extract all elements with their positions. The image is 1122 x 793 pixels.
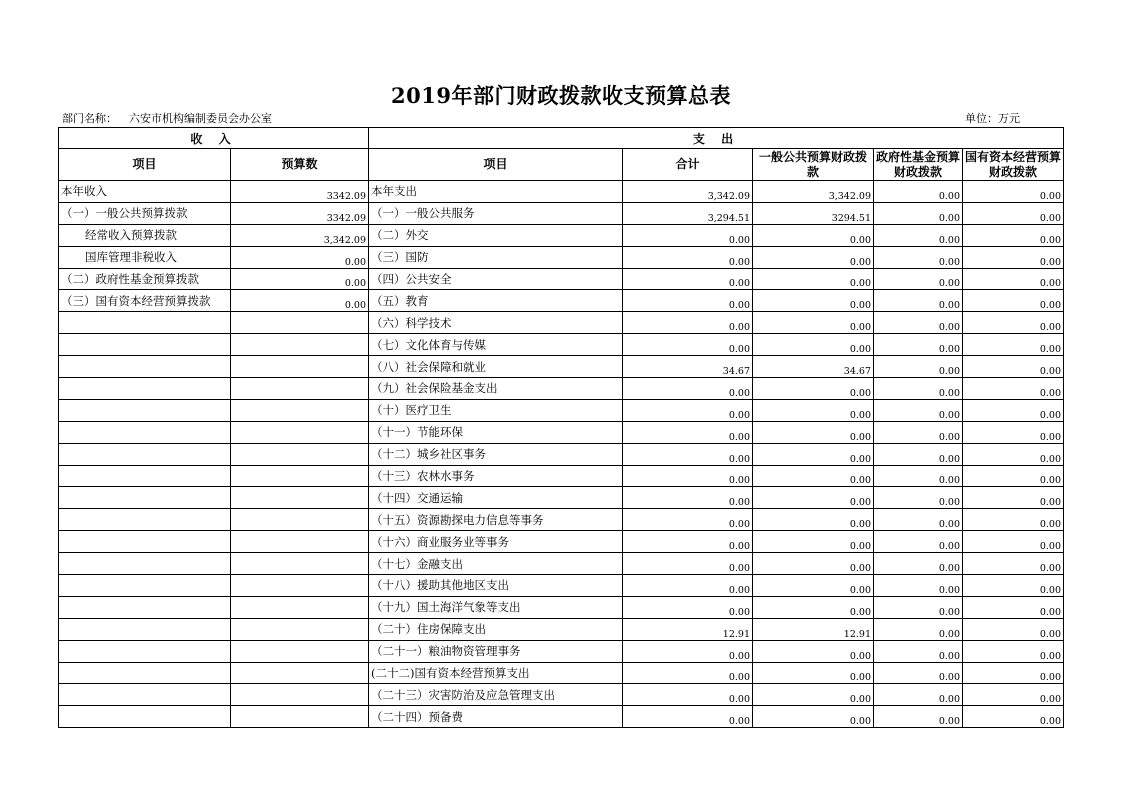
general-budget-value: 0.00 bbox=[753, 509, 874, 531]
income-item bbox=[59, 356, 231, 378]
state-capital-value: 0.00 bbox=[963, 618, 1064, 640]
table-row bbox=[59, 399, 1064, 421]
total-value: 0.00 bbox=[623, 487, 753, 509]
general-budget-value: 0.00 bbox=[753, 706, 874, 728]
fund-budget-value: 0.00 bbox=[874, 421, 963, 443]
income-budget-value bbox=[231, 706, 369, 728]
general-budget-value: 0.00 bbox=[753, 443, 874, 465]
total-value: 0.00 bbox=[623, 596, 753, 618]
col-state-capital: 国有资本经营预算财政拨款 bbox=[963, 149, 1064, 181]
general-budget-value: 0.00 bbox=[753, 640, 874, 662]
table-row bbox=[59, 290, 1064, 312]
expense-item: （八）社会保障和就业 bbox=[369, 356, 623, 378]
general-budget-value: 0.00 bbox=[753, 399, 874, 421]
state-capital-value: 0.00 bbox=[963, 181, 1064, 203]
fund-budget-value: 0.00 bbox=[874, 575, 963, 597]
state-capital-value: 0.00 bbox=[963, 596, 1064, 618]
expense-item: （十二）城乡社区事务 bbox=[369, 443, 623, 465]
total-value: 0.00 bbox=[623, 662, 753, 684]
income-header: 收 入 bbox=[59, 128, 369, 149]
table-row bbox=[59, 224, 1064, 246]
total-value: 0.00 bbox=[623, 334, 753, 356]
expense-item: （六）科学技术 bbox=[369, 312, 623, 334]
general-budget-value: 0.00 bbox=[753, 596, 874, 618]
fund-budget-value: 0.00 bbox=[874, 334, 963, 356]
total-value: 0.00 bbox=[623, 312, 753, 334]
income-item bbox=[59, 399, 231, 421]
income-item bbox=[59, 509, 231, 531]
income-budget-value: 3342.09 bbox=[231, 181, 369, 203]
income-item bbox=[59, 443, 231, 465]
general-budget-value: 0.00 bbox=[753, 268, 874, 290]
table-row bbox=[59, 443, 1064, 465]
income-budget-value: 3,342.09 bbox=[231, 224, 369, 246]
table-row bbox=[59, 421, 1064, 443]
total-value: 0.00 bbox=[623, 378, 753, 400]
total-value: 0.00 bbox=[623, 640, 753, 662]
table-row bbox=[59, 596, 1064, 618]
expense-item: （十七）金融支出 bbox=[369, 553, 623, 575]
income-budget-value bbox=[231, 312, 369, 334]
expense-header: 支 出 bbox=[369, 128, 1064, 149]
table-row bbox=[59, 268, 1064, 290]
total-value: 0.00 bbox=[623, 399, 753, 421]
unit-label: 单位：万元 bbox=[965, 112, 1020, 125]
state-capital-value: 0.00 bbox=[963, 399, 1064, 421]
income-budget-value bbox=[231, 443, 369, 465]
expense-item: （二）外交 bbox=[369, 224, 623, 246]
state-capital-value: 0.00 bbox=[963, 465, 1064, 487]
general-budget-value: 0.00 bbox=[753, 224, 874, 246]
fund-budget-value: 0.00 bbox=[874, 509, 963, 531]
total-value: 0.00 bbox=[623, 443, 753, 465]
table-row bbox=[59, 553, 1064, 575]
fund-budget-value: 0.00 bbox=[874, 181, 963, 203]
general-budget-value: 34.67 bbox=[753, 356, 874, 378]
expense-item: （七）文化体育与传媒 bbox=[369, 334, 623, 356]
budget-table bbox=[58, 127, 1064, 728]
general-budget-value: 3294.51 bbox=[753, 202, 874, 224]
income-budget-value bbox=[231, 618, 369, 640]
fund-budget-value: 0.00 bbox=[874, 706, 963, 728]
fund-budget-value: 0.00 bbox=[874, 268, 963, 290]
income-budget-value bbox=[231, 531, 369, 553]
department-info bbox=[62, 110, 272, 126]
income-item bbox=[59, 465, 231, 487]
table-row bbox=[59, 246, 1064, 268]
income-budget-value: 0.00 bbox=[231, 268, 369, 290]
state-capital-value: 0.00 bbox=[963, 684, 1064, 706]
total-value: 34.67 bbox=[623, 356, 753, 378]
total-value: 12.91 bbox=[623, 618, 753, 640]
total-value: 0.00 bbox=[623, 465, 753, 487]
state-capital-value: 0.00 bbox=[963, 246, 1064, 268]
state-capital-value: 0.00 bbox=[963, 378, 1064, 400]
income-item bbox=[59, 684, 231, 706]
expense-item: （十八）援助其他地区支出 bbox=[369, 575, 623, 597]
fund-budget-value: 0.00 bbox=[874, 224, 963, 246]
general-budget-value: 3,342.09 bbox=[753, 181, 874, 203]
income-item bbox=[59, 575, 231, 597]
total-value: 0.00 bbox=[623, 268, 753, 290]
income-item bbox=[59, 596, 231, 618]
expense-item: （五）教育 bbox=[369, 290, 623, 312]
state-capital-value: 0.00 bbox=[963, 356, 1064, 378]
income-budget-value bbox=[231, 465, 369, 487]
table-row bbox=[59, 378, 1064, 400]
expense-item: （十五）资源勘探电力信息等事务 bbox=[369, 509, 623, 531]
state-capital-value: 0.00 bbox=[963, 224, 1064, 246]
table-row bbox=[59, 202, 1064, 224]
col-expense-item: 项目 bbox=[369, 149, 623, 181]
table-row bbox=[59, 487, 1064, 509]
fund-budget-value: 0.00 bbox=[874, 290, 963, 312]
fund-budget-value: 0.00 bbox=[874, 246, 963, 268]
income-budget-value bbox=[231, 356, 369, 378]
table-row bbox=[59, 312, 1064, 334]
general-budget-value: 0.00 bbox=[753, 662, 874, 684]
total-value: 3,294.51 bbox=[623, 202, 753, 224]
state-capital-value: 0.00 bbox=[963, 575, 1064, 597]
income-item: （一）一般公共预算拨款 bbox=[59, 202, 231, 224]
income-budget-value bbox=[231, 596, 369, 618]
general-budget-value: 0.00 bbox=[753, 684, 874, 706]
total-value: 0.00 bbox=[623, 224, 753, 246]
expense-item: （二十）住房保障支出 bbox=[369, 618, 623, 640]
fund-budget-value: 0.00 bbox=[874, 553, 963, 575]
state-capital-value: 0.00 bbox=[963, 553, 1064, 575]
income-budget-value bbox=[231, 399, 369, 421]
expense-item: （一）一般公共服务 bbox=[369, 202, 623, 224]
col-total: 合计 bbox=[623, 149, 753, 181]
expense-item: （十四）交通运输 bbox=[369, 487, 623, 509]
income-item bbox=[59, 553, 231, 575]
table-row bbox=[59, 509, 1064, 531]
table-row bbox=[59, 356, 1064, 378]
total-value: 0.00 bbox=[623, 575, 753, 597]
fund-budget-value: 0.00 bbox=[874, 356, 963, 378]
state-capital-value: 0.00 bbox=[963, 487, 1064, 509]
income-budget-value bbox=[231, 662, 369, 684]
expense-item: （二十四）预备费 bbox=[369, 706, 623, 728]
expense-item: （十六）商业服务业等事务 bbox=[369, 531, 623, 553]
fund-budget-value: 0.00 bbox=[874, 662, 963, 684]
fund-budget-value: 0.00 bbox=[874, 618, 963, 640]
income-budget-value bbox=[231, 378, 369, 400]
income-item: 本年收入 bbox=[59, 181, 231, 203]
col-income-item: 项目 bbox=[59, 149, 231, 181]
income-budget-value bbox=[231, 334, 369, 356]
col-general-budget: 一般公共预算财政拨款 bbox=[753, 149, 874, 181]
income-item bbox=[59, 618, 231, 640]
total-value: 0.00 bbox=[623, 421, 753, 443]
total-value: 0.00 bbox=[623, 684, 753, 706]
table-row bbox=[59, 575, 1064, 597]
income-budget-value bbox=[231, 509, 369, 531]
expense-item: （二十三）灾害防治及应急管理支出 bbox=[369, 684, 623, 706]
income-item: 国库管理非税收入 bbox=[59, 246, 231, 268]
table-row bbox=[59, 684, 1064, 706]
page-title: 2019年部门财政拨款收支预算总表 bbox=[391, 83, 731, 108]
fund-budget-value: 0.00 bbox=[874, 465, 963, 487]
state-capital-value: 0.00 bbox=[963, 202, 1064, 224]
general-budget-value: 0.00 bbox=[753, 334, 874, 356]
fund-budget-value: 0.00 bbox=[874, 399, 963, 421]
table-row bbox=[59, 640, 1064, 662]
fund-budget-value: 0.00 bbox=[874, 684, 963, 706]
expense-item: （三）国防 bbox=[369, 246, 623, 268]
expense-item: （四）公共安全 bbox=[369, 268, 623, 290]
income-item bbox=[59, 334, 231, 356]
state-capital-value: 0.00 bbox=[963, 640, 1064, 662]
income-item bbox=[59, 662, 231, 684]
col-fund-budget: 政府性基金预算财政拨款 bbox=[874, 149, 963, 181]
fund-budget-value: 0.00 bbox=[874, 531, 963, 553]
general-budget-value: 0.00 bbox=[753, 553, 874, 575]
state-capital-value: 0.00 bbox=[963, 290, 1064, 312]
table-row bbox=[59, 706, 1064, 728]
table-row bbox=[59, 334, 1064, 356]
income-item bbox=[59, 378, 231, 400]
table-row bbox=[59, 618, 1064, 640]
total-value: 0.00 bbox=[623, 706, 753, 728]
table-body bbox=[59, 181, 1064, 728]
table-row bbox=[59, 181, 1064, 203]
income-budget-value bbox=[231, 421, 369, 443]
general-budget-value: 0.00 bbox=[753, 487, 874, 509]
fund-budget-value: 0.00 bbox=[874, 487, 963, 509]
income-item bbox=[59, 531, 231, 553]
total-value: 0.00 bbox=[623, 553, 753, 575]
income-budget-value bbox=[231, 553, 369, 575]
expense-item: 本年支出 bbox=[369, 181, 623, 203]
expense-item: （十）医疗卫生 bbox=[369, 399, 623, 421]
fund-budget-value: 0.00 bbox=[874, 312, 963, 334]
income-budget-value: 0.00 bbox=[231, 246, 369, 268]
general-budget-value: 0.00 bbox=[753, 312, 874, 334]
state-capital-value: 0.00 bbox=[963, 706, 1064, 728]
general-budget-value: 0.00 bbox=[753, 531, 874, 553]
income-budget-value bbox=[231, 684, 369, 706]
fund-budget-value: 0.00 bbox=[874, 202, 963, 224]
total-value: 3,342.09 bbox=[623, 181, 753, 203]
income-budget-value bbox=[231, 487, 369, 509]
fund-budget-value: 0.00 bbox=[874, 596, 963, 618]
expense-item: （二十一）粮油物资管理事务 bbox=[369, 640, 623, 662]
income-budget-value bbox=[231, 575, 369, 597]
expense-item: （十九）国土海洋气象等支出 bbox=[369, 596, 623, 618]
state-capital-value: 0.00 bbox=[963, 509, 1064, 531]
income-item bbox=[59, 421, 231, 443]
state-capital-value: 0.00 bbox=[963, 662, 1064, 684]
general-budget-value: 12.91 bbox=[753, 618, 874, 640]
general-budget-value: 0.00 bbox=[753, 246, 874, 268]
income-item: （三）国有资本经营预算拨款 bbox=[59, 290, 231, 312]
table-row bbox=[59, 465, 1064, 487]
state-capital-value: 0.00 bbox=[963, 531, 1064, 553]
expense-item: （九）社会保险基金支出 bbox=[369, 378, 623, 400]
state-capital-value: 0.00 bbox=[963, 312, 1064, 334]
general-budget-value: 0.00 bbox=[753, 290, 874, 312]
income-item bbox=[59, 312, 231, 334]
expense-item: (二十二)国有资本经营预算支出 bbox=[369, 662, 623, 684]
general-budget-value: 0.00 bbox=[753, 421, 874, 443]
fund-budget-value: 0.00 bbox=[874, 378, 963, 400]
fund-budget-value: 0.00 bbox=[874, 443, 963, 465]
expense-item: （十一）节能环保 bbox=[369, 421, 623, 443]
col-income-budget: 预算数 bbox=[231, 149, 369, 181]
total-value: 0.00 bbox=[623, 246, 753, 268]
total-value: 0.00 bbox=[623, 509, 753, 531]
state-capital-value: 0.00 bbox=[963, 443, 1064, 465]
state-capital-value: 0.00 bbox=[963, 268, 1064, 290]
total-value: 0.00 bbox=[623, 290, 753, 312]
general-budget-value: 0.00 bbox=[753, 465, 874, 487]
income-item: （二）政府性基金预算拨款 bbox=[59, 268, 231, 290]
income-item bbox=[59, 487, 231, 509]
income-item: 经常收入预算拨款 bbox=[59, 224, 231, 246]
department-name: 六安市机构编制委员会办公室 bbox=[129, 112, 272, 125]
expense-item: （十三）农林水事务 bbox=[369, 465, 623, 487]
state-capital-value: 0.00 bbox=[963, 334, 1064, 356]
general-budget-value: 0.00 bbox=[753, 575, 874, 597]
fund-budget-value: 0.00 bbox=[874, 640, 963, 662]
department-label: 部门名称： bbox=[62, 112, 117, 125]
income-budget-value: 0.00 bbox=[231, 290, 369, 312]
income-item bbox=[59, 640, 231, 662]
state-capital-value: 0.00 bbox=[963, 421, 1064, 443]
income-budget-value: 3342.09 bbox=[231, 202, 369, 224]
income-budget-value bbox=[231, 640, 369, 662]
table-row bbox=[59, 531, 1064, 553]
income-item bbox=[59, 706, 231, 728]
total-value: 0.00 bbox=[623, 531, 753, 553]
table-row bbox=[59, 662, 1064, 684]
general-budget-value: 0.00 bbox=[753, 378, 874, 400]
